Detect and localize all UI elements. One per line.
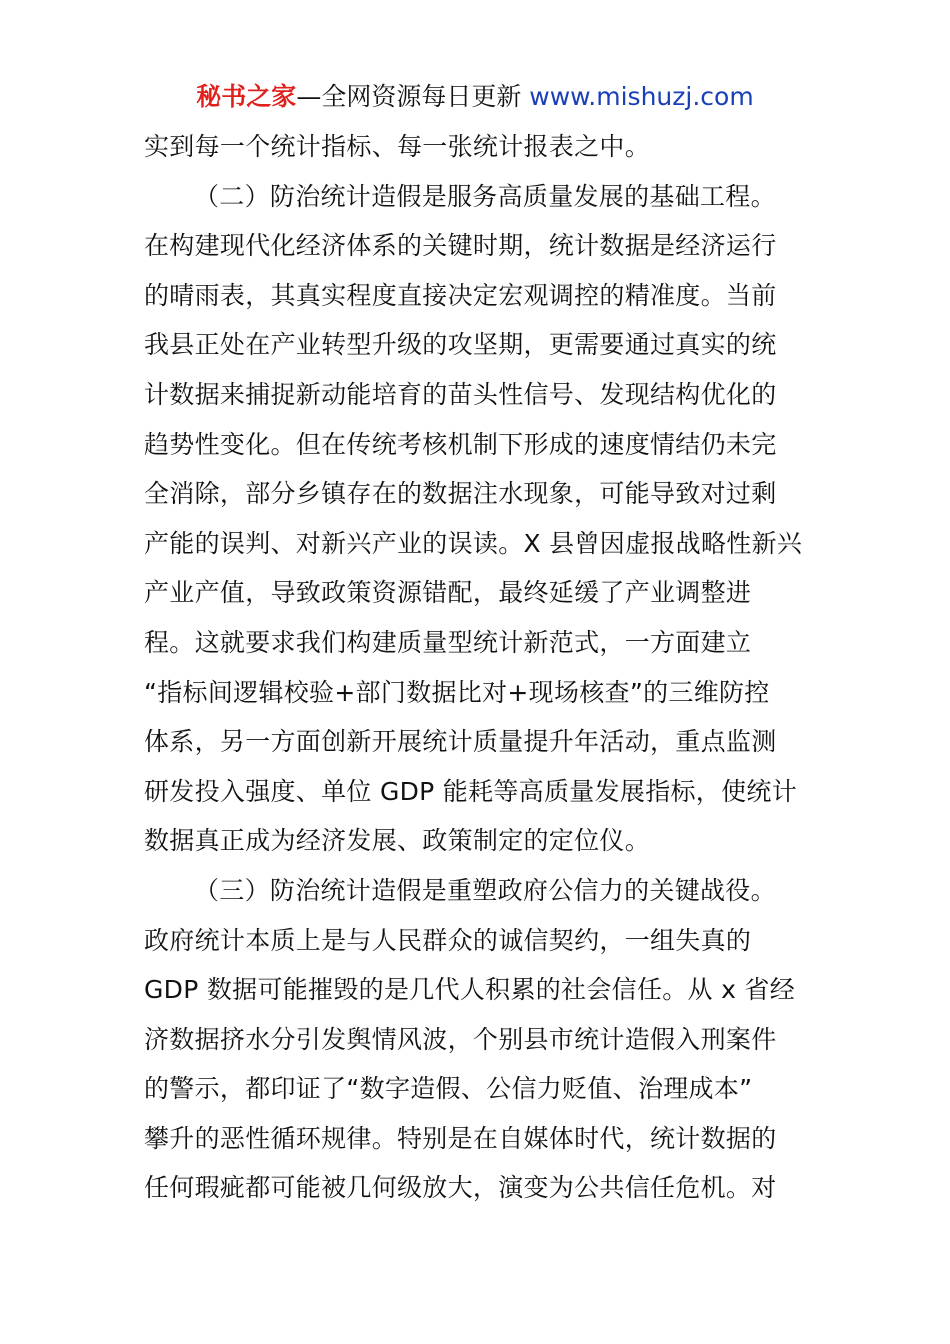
text-line: 趋势性变化。但在传统考核机制下形成的速度情结仍未完 (144, 429, 777, 459)
text-line: 程。这就要求我们构建质量型统计新范式，一方面建立 (144, 627, 752, 657)
text-line: 攀升的恶性循环规律。特别是在自媒体时代，统计数据的 (144, 1123, 777, 1153)
text-line: 我县正处在产业转型升级的攻坚期，更需要通过真实的统 (144, 330, 777, 360)
text-line: 体系，另一方面创新开展统计质量提升年活动，重点监测 (144, 727, 777, 757)
section-heading-3: （三）防治统计造假是重塑政府公信力的关键战役。 (194, 875, 776, 905)
site-brand: 秘书之家 (196, 82, 297, 111)
text-line: 实到每一个统计指标、每一张统计报表之中。 (144, 132, 651, 161)
section-heading-2: （二）防治统计造假是服务高质量发展的基础工程。 (194, 181, 776, 211)
text-line: 的晴雨表，其真实程度直接决定宏观调控的精准度。当前 (144, 280, 777, 310)
text-line: 政府统计本质上是与人民群众的诚信契约，一组失真的 (144, 925, 752, 955)
text-line: 产业产值，导致政策资源错配，最终延缓了产业调整进 (144, 578, 752, 608)
site-url[interactable]: www.mishuzj.com (529, 82, 754, 111)
text-line: 在构建现代化经济体系的关键时期，统计数据是经济运行 (144, 231, 777, 261)
text-line: 济数据挤水分引发舆情风波，个别县市统计造假入刑案件 (144, 1024, 777, 1054)
text-line: 的警示，都印证了“数字造假、公信力贬值、治理成本” (144, 1074, 753, 1104)
text-line: 计数据来捕捉新动能培育的苗头性信号、发现结构优化的 (144, 379, 777, 409)
site-watermark-header (0, 80, 950, 114)
site-tagline: —全网资源每日更新 (296, 82, 530, 111)
text-line: 研发投入强度、单位 GDP 能耗等高质量发展指标，使统计 (144, 776, 797, 806)
text-line: 任何瑕疵都可能被几何级放大，演变为公共信任危机。对 (144, 1173, 777, 1203)
document-body (144, 122, 808, 1213)
text-line: 全消除，部分乡镇存在的数据注水现象，可能导致对过剩 (144, 479, 777, 509)
text-line: GDP 数据可能摧毁的是几代人积累的社会信任。从 x 省经 (144, 975, 796, 1005)
text-line: “指标间逻辑校验+部门数据比对+现场核查”的三维防控 (144, 677, 770, 707)
text-line: 数据真正成为经济发展、政策制定的定位仪。 (144, 826, 651, 856)
text-line: 产能的误判、对新兴产业的误读。X 县曾因虚报战略性新兴 (144, 528, 803, 558)
